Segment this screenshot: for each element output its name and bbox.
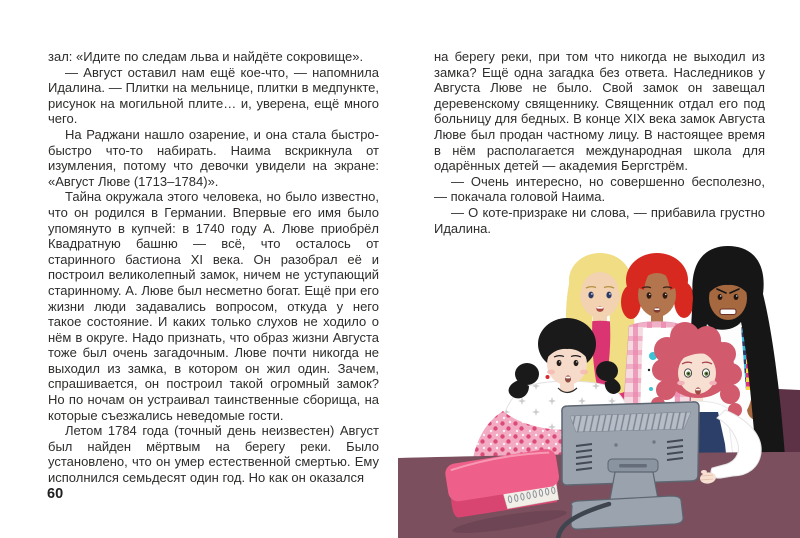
page-number: 60: [47, 486, 64, 502]
paragraph: — Август оставил нам ещё кое-что, — напомнила Идалина. — Плитки на мельнице, плитки в медпункте, рисунок на могильной плите… и, уверена, ещё много чего.: [48, 64, 379, 127]
text-column-right: [434, 49, 765, 236]
paragraph: На Раджани нашло озарение, и она стала быстро-быстро что-то набирать. Наима вскрикнула от изумления, потому что девочки увидели на экране: «Август Люве (1713–1784)».: [48, 126, 379, 189]
paragraph: зал: «Идите по следам льва и найдёте сокровище».: [48, 49, 364, 64]
monitor: [558, 402, 699, 538]
text-column-left: [48, 49, 379, 486]
paragraph: Летом 1784 года (точный день неизвестен) Август был найден мёртвым на берегу реки. Было установлено, что он умер естественной смертью. Ему исполнился семьдесят один год. Но как он оказался: [48, 423, 379, 486]
paragraph: Тайна окружала этого человека, но было известно, что он родился в Германии. Впервые его имя было упомянуто в купчей: в 1740 году А. Люве приобрёл Квадратную башню — всё, что осталось от старинного бастиона XI века. Он разобрал её и построил великолепный замок, ничем не уступающий старинному. А. Люве был несметно богат. Ещё при его жизни люди задавались вопросом, откуда у него такое состояние. И каких только слухов не ходило о нём в округе. Надо признать, что образ жизни Августа тоже был очень загадочным. Люве почти никогда не выходил из замка, в котором он жил один. Зачем, спрашивается, он построил такой огромный замок? Но по ночам он устраивал таинственные сборища, на которые съезжались неведомые гости.: [48, 189, 379, 423]
paragraph: — О коте-призраке ни слова, — прибавила грустно Идалина.: [434, 204, 765, 236]
illustration-girls-at-computer: [395, 238, 800, 538]
paragraph: — Очень интересно, но совершенно бесполезно, — покачала головой Наима.: [434, 173, 765, 205]
paragraph: на берегу реки, при том что никогда не выходил из замка? Ещё одна загадка без ответа. Наследников у Августа Люве не было. Свой замок он завещал деревенскому священнику. Священник отдал его под больницу для бедных. В конце XIX века замок Августа Люве был продан частному лицу. В настоящее время в нём располагается международная школа для одарённых детей — академия Бергстрём.: [434, 49, 765, 174]
